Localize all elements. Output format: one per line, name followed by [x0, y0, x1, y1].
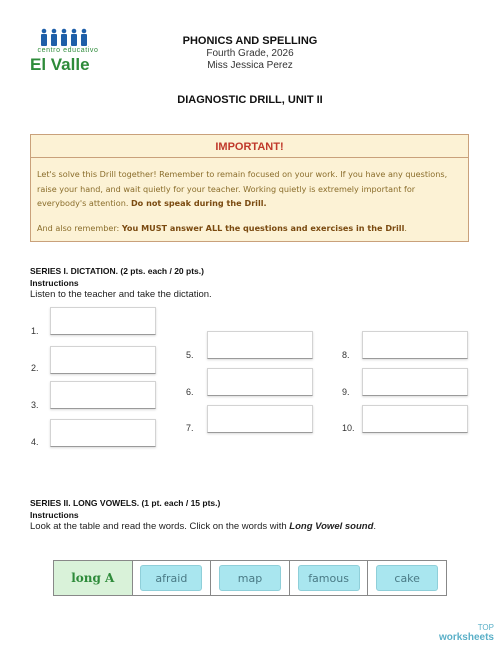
dictation-answer-2[interactable] [50, 346, 156, 374]
dictation-number-3: 3. [31, 400, 39, 410]
topworksheets-logo[interactable] [439, 623, 494, 643]
important-title: IMPORTANT! [215, 141, 284, 153]
word-option-cake[interactable]: cake [376, 565, 438, 591]
important-p1-text: Let's solve this Drill together! Remember to remain focused on your work. If you have any questions, raise your hand, and wait quietly for your teacher. Working quietly is extremely important for everybody's attention. [37, 169, 448, 208]
dictation-number-1: 1. [31, 326, 39, 336]
dictation-number-4: 4. [31, 437, 39, 447]
drill-title: DIAGNOSTIC DRILL, UNIT II [177, 94, 323, 106]
important-paragraph-1 [37, 167, 465, 211]
long-vowel-table [53, 560, 447, 596]
dictation-number-9: 9. [342, 387, 350, 397]
important-notice [30, 134, 469, 242]
table-cell [133, 561, 212, 595]
dictation-answer-7[interactable] [207, 405, 313, 433]
series-2-instructions [30, 521, 376, 532]
footer-worksheets-label: worksheets [438, 632, 494, 643]
table-cell [368, 561, 446, 595]
dictation-number-7: 7. [186, 423, 194, 433]
dictation-answer-9[interactable] [362, 368, 468, 396]
important-p2-end: . [404, 223, 407, 233]
series-2-instructions-heading: Instructions [30, 510, 79, 520]
dictation-answer-1[interactable] [50, 307, 156, 335]
series-2-title: SERIES II. LONG VOWELS. (1 pt. each / 15 pts.) [30, 498, 221, 508]
series-2-instructions-text: Look at the table and read the words. Click on the words with [30, 521, 290, 532]
important-p2-bold: You MUST answer ALL the questions and exercises in the Drill [121, 223, 405, 233]
dictation-number-10: 10. [342, 423, 355, 433]
dictation-number-8: 8. [342, 350, 350, 360]
dictation-answer-4[interactable] [50, 419, 156, 447]
important-p2-text: And also remember: [37, 223, 122, 233]
important-paragraph-2 [37, 223, 465, 233]
grade-line: Fourth Grade, 2026 [206, 48, 294, 59]
table-cell [211, 561, 290, 595]
logo-name: El Valle [30, 55, 90, 74]
page-title: PHONICS AND SPELLING [182, 35, 318, 47]
table-cell [290, 561, 369, 595]
series-2-instructions-end: . [373, 521, 377, 532]
series-1-instructions-heading: Instructions [30, 278, 79, 288]
footer-top-label: TOP [477, 623, 494, 632]
word-option-afraid[interactable]: afraid [140, 565, 202, 591]
dictation-answer-10[interactable] [362, 405, 468, 433]
logo-subtitle: centro educativo [37, 47, 99, 54]
table-head-label: long A [71, 571, 115, 585]
dictation-answer-5[interactable] [207, 331, 313, 359]
important-p1-bold: Do not speak during the Drill. [130, 198, 267, 208]
teacher-line: Miss Jessica Perez [207, 60, 293, 71]
dictation-answer-8[interactable] [362, 331, 468, 359]
series-1-instructions: Listen to the teacher and take the dictation. [30, 289, 212, 300]
dictation-number-2: 2. [31, 363, 39, 373]
series-1-title: SERIES I. DICTATION. (2 pts. each / 20 pts.) [30, 266, 204, 276]
table-head-cell [54, 561, 133, 595]
dictation-number-6: 6. [186, 387, 194, 397]
dictation-number-5: 5. [186, 350, 194, 360]
important-divider [31, 157, 468, 158]
dictation-answer-3[interactable] [50, 381, 156, 409]
dictation-answer-6[interactable] [207, 368, 313, 396]
word-option-map[interactable]: map [219, 565, 281, 591]
series-2-instructions-emphasis: Long Vowel sound [289, 521, 374, 532]
word-option-famous[interactable]: famous [298, 565, 360, 591]
